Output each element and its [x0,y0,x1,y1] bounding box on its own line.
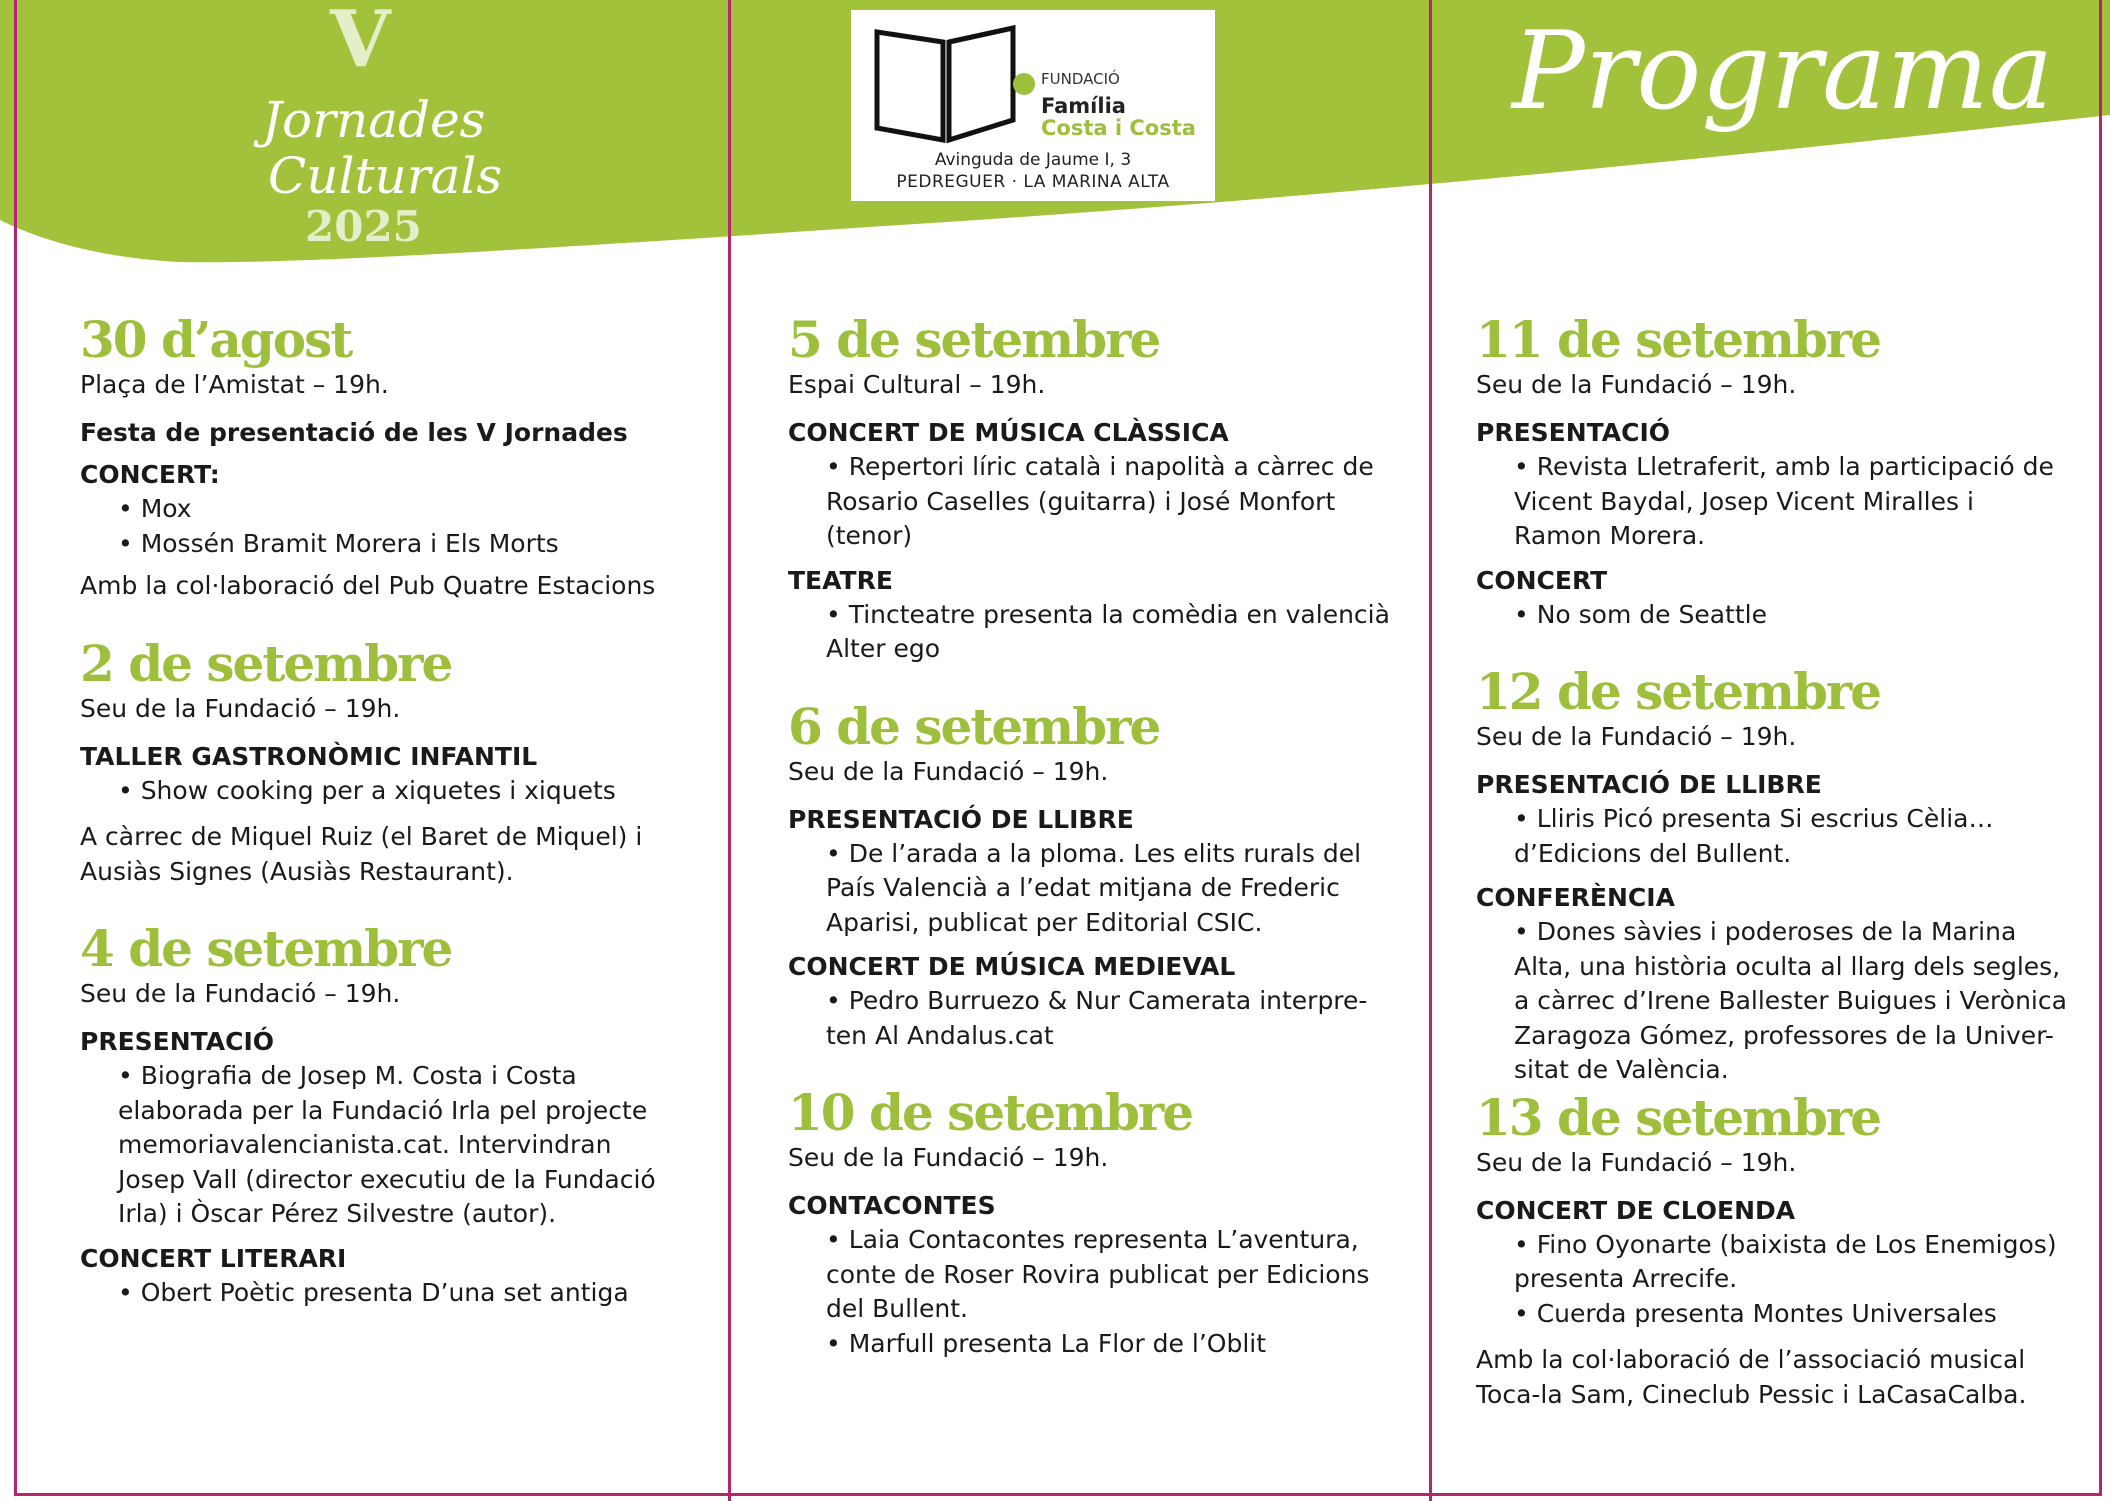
section-title: PRESENTACIÓ DE LLIBRE [1476,770,1822,799]
day-5-setembre [788,312,1408,667]
list-item: Aparisi, publicat per Editorial CSIC. [826,907,1263,937]
brand-line-2: Culturals [268,147,503,205]
list-item: a càrrec d’Irene Ballester Buigues i Verònica [1514,986,2067,1015]
list-item: • Pedro Burruezo & Nur Camerata interpre- [826,986,1368,1015]
venue: Seu de la Fundació – 19h. [80,693,401,723]
list-item: memoriavalencianista.cat. Intervindran [118,1130,612,1159]
section-title: TEATRE [788,565,893,595]
date-heading: 2 de setembre [80,633,452,693]
date-heading: 13 de setembre [1476,1087,1881,1147]
note: Ausiàs Signes (Ausiàs Restaurant). [80,856,514,886]
venue: Seu de la Fundació – 19h. [80,979,401,1008]
day-2-setembre [80,633,700,890]
day-10-setembre [788,1085,1408,1361]
logo-town: PEDREGUER · LA MARINA ALTA [896,172,1170,192]
logo-fundacio: FUNDACIÓ [1041,70,1120,88]
day-4-setembre [80,921,700,1310]
list-item: • Biografia de Josep M. Costa i Costa [118,1061,577,1090]
list-item: • Lliris Picó presenta Si escrius Cèlia… [1514,804,1994,833]
list-item: (tenor) [826,521,913,550]
section-title: CONCERT DE MÚSICA CLÀSSICA [788,418,1229,447]
day-11-setembre [1476,312,2096,632]
date-heading: 5 de setembre [788,310,1160,369]
section-title: PRESENTACIÓ [80,1027,275,1056]
list-item: Ramon Morera. [1514,521,1706,550]
venue: Seu de la Fundació – 19h. [788,756,1109,786]
list-item: conte de Roser Rovira publicat per Edicions [826,1259,1370,1289]
list-item: • Fino Oyonarte (baixista de Los Enemigos) [1514,1229,2057,1259]
logo-dot-icon [1013,73,1035,95]
day-6-setembre [788,696,1408,1054]
note: Amb la col·laboració del Pub Quatre Estacions [80,571,656,600]
list-item: • De l’arada a la ploma. Les elits rurals del [826,838,1362,868]
venue: Seu de la Fundació – 19h. [788,1143,1109,1172]
list-item: • Tincteatre presenta la comèdia en valencià [826,599,1390,629]
list-item: • Revista Lletraferit, amb la participació de [1514,452,2054,481]
section-title: PRESENTACIÓ DE LLIBRE [788,804,1134,834]
column-2 [788,312,1408,1361]
note: Toca-la Sam, Cineclub Pessic i LaCasaCalba. [1476,1379,2027,1409]
list-item: Alta, una història oculta al llarg dels segles, [1514,951,2061,981]
list-item: • Mox [118,494,192,523]
list-item: • Dones sàvies i poderoses de la Marina [1514,917,2017,946]
section-title: PRESENTACIÓ [1476,418,1671,447]
foundation-logo [851,10,1215,201]
list-item: del Bullent. [826,1294,969,1323]
date-heading: 12 de setembre [1476,662,1881,721]
list-item: • Repertori líric català i napolità a càrrec de [826,452,1374,481]
list-item: • Obert Poètic presenta D’una set antiga [118,1277,629,1307]
brand-line-1: Jornades [262,91,486,149]
venue: Espai Cultural – 19h. [788,370,1046,399]
list-item: • Mossén Bramit Morera i Els Morts [118,528,559,558]
program-title: Programa [1512,9,2054,134]
section-title: TALLER GASTRONÒMIC INFANTIL [80,741,538,771]
list-item: ten Al Andalus.cat [826,1020,1054,1050]
book-icon [873,20,1023,145]
date-heading: 10 de setembre [788,1083,1193,1142]
list-item: presenta Arrecife. [1514,1264,1738,1293]
list-item: Vicent Baydal, Josep Vicent Miralles i [1514,486,1974,516]
section-title: CONCERT LITERARI [80,1243,347,1273]
list-item: Rosario Caselles (guitarra) i José Monfort [826,486,1336,516]
event-lead: Festa de presentació de les V Jornades [80,418,628,447]
list-item: • Cuerda presenta Montes Universales [1514,1298,1997,1328]
venue: Plaça de l’Amistat – 19h. [80,370,389,399]
list-item: • Show cooking per a xiquetes i xiquets [118,775,616,805]
list-item: sitat de València. [1514,1055,1729,1084]
day-30-agost [80,312,700,604]
section-title: CONTACONTES [788,1191,996,1220]
note: A càrrec de Miquel Ruiz (el Baret de Miquel) i [80,822,643,851]
list-item: elaborada per la Fundació Irla pel projecte [118,1095,648,1125]
note: Amb la col·laboració de l’associació musical [1476,1345,2026,1374]
list-item: • No som de Seattle [1514,599,1767,629]
section-title: CONCERT DE CLOENDA [1476,1195,1796,1225]
column-3 [1476,312,2096,1412]
list-item: País Valencià a l’edat mitjana de Frederic [826,873,1340,902]
column-divider-2 [1429,0,1432,1501]
column-divider-1 [728,0,731,1501]
section-title: CONCERT [1476,565,1608,595]
logo-costa: Costa i Costa [1041,116,1196,140]
list-item: Irla) i Òscar Pérez Silvestre (autor). [118,1199,557,1228]
logo-familia: Família [1041,94,1126,118]
list-item: Josep Vall (director executiu de la Fundació [118,1164,656,1194]
list-item: • Laia Contacontes representa L’aventura, [826,1225,1359,1254]
section-title: CONCERT: [80,460,220,489]
list-item: Zaragoza Gómez, professores de la Univer- [1514,1020,2054,1050]
date-heading: 6 de setembre [788,696,1160,756]
date-heading: 30 d’agost [80,310,352,369]
day-13-setembre [1476,1087,2096,1413]
edition-numeral: V [330,0,391,85]
day-12-setembre [1476,664,2096,1088]
column-1 [80,312,700,1310]
logo-address: Avinguda de Jaume I, 3 [934,150,1132,170]
list-item: • Marfull presenta La Flor de l’Oblit [826,1328,1267,1358]
section-title: CONCERT DE MÚSICA MEDIEVAL [788,952,1236,981]
date-heading: 4 de setembre [80,919,452,978]
date-heading: 11 de setembre [1476,310,1881,369]
section-title: CONFERÈNCIA [1476,883,1675,912]
venue: Seu de la Fundació – 19h. [1476,1147,1797,1177]
venue: Seu de la Fundació – 19h. [1476,722,1797,751]
list-item: d’Edicions del Bullent. [1514,838,1792,868]
list-item: Alter ego [826,634,941,663]
venue: Seu de la Fundació – 19h. [1476,370,1797,399]
brand-year: 2025 [305,202,422,251]
